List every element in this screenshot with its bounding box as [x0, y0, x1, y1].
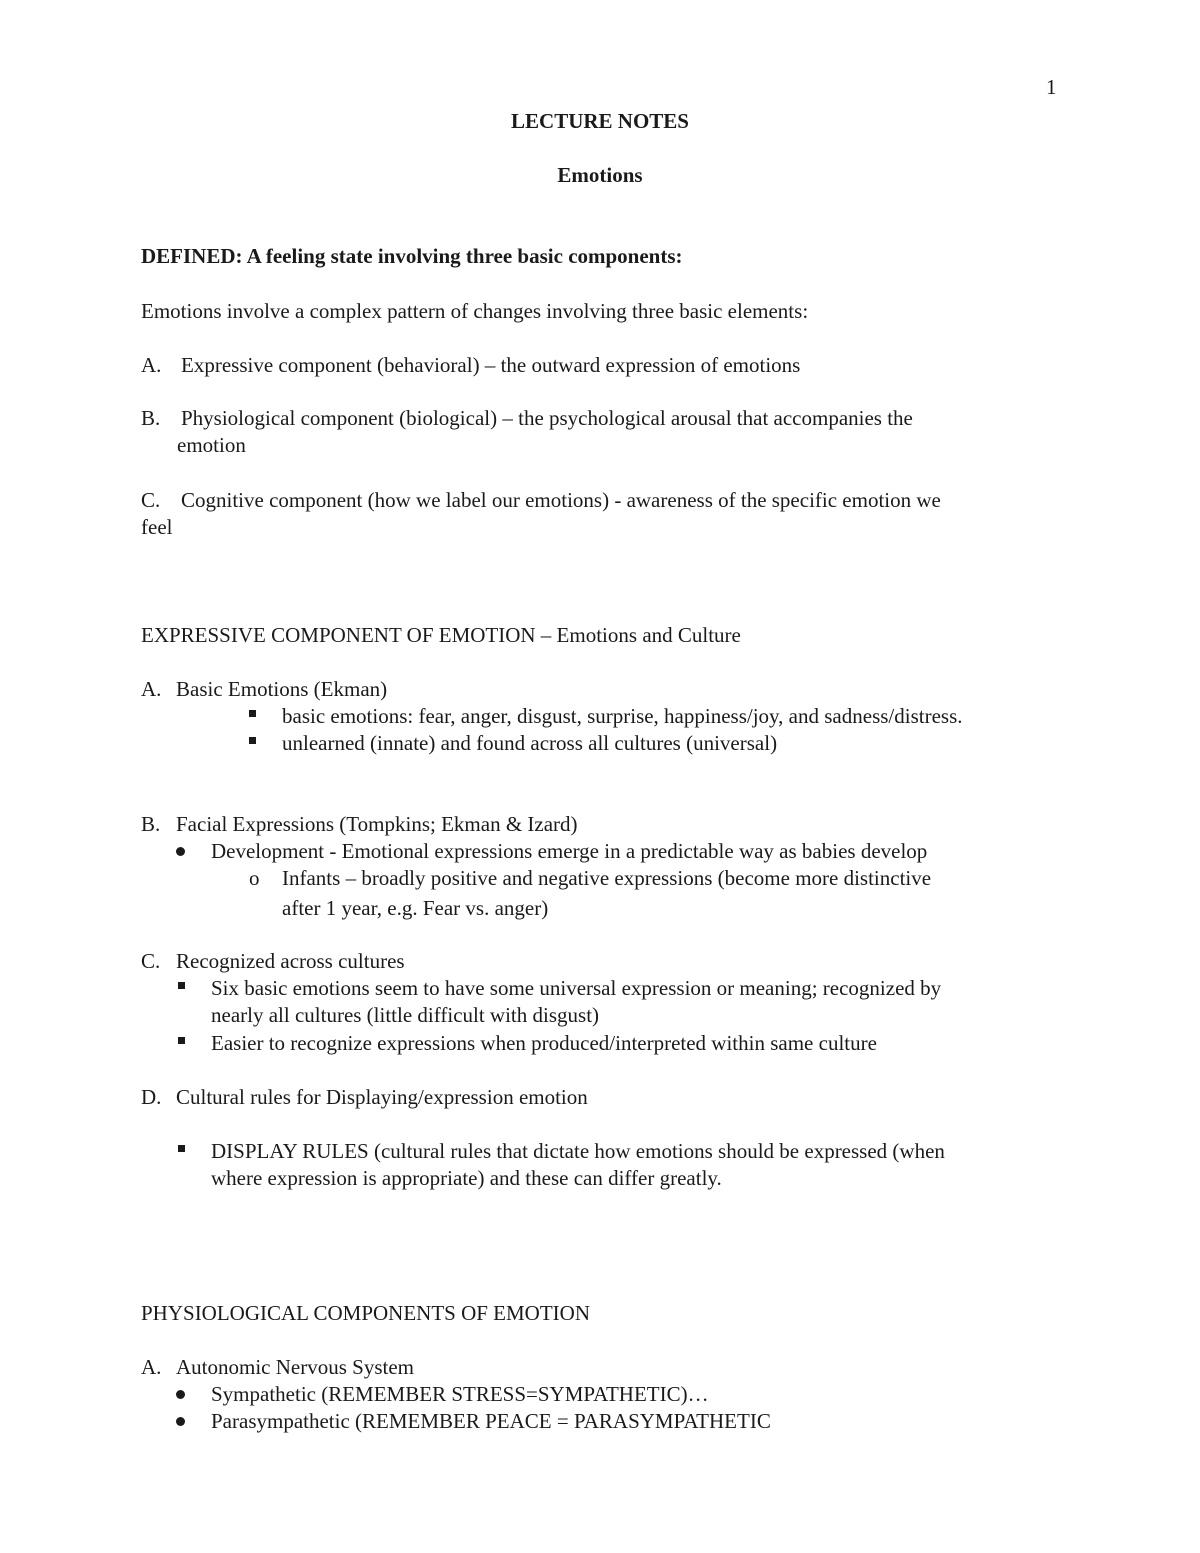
round-bullet-icon	[176, 847, 185, 856]
physiological-bullet-parasympathetic: Parasympathetic (REMEMBER PEACE = PARASYMPATHETIC	[211, 1409, 771, 1433]
square-bullet-icon	[178, 982, 185, 989]
expressive-c-bullet-1-line-1: Six basic emotions seem to have some universal expression or meaning; recognized by	[211, 976, 942, 1000]
defined-item-b-text: Physiological component (biological) – the psychological arousal that accompanies the	[181, 406, 913, 430]
hollow-bullet-marker: o	[249, 866, 260, 890]
expressive-a-bullet-1: basic emotions: fear, anger, disgust, surprise, happiness/joy, and sadness/distress.	[282, 704, 963, 728]
square-bullet-icon	[178, 1037, 185, 1044]
defined-item-c-text: Cognitive component (how we label our emotions) - awareness of the specific emotion we	[181, 488, 941, 512]
defined-item-a-text: Expressive component (behavioral) – the outward expression of emotions	[181, 353, 801, 377]
expressive-b-bullet: Development - Emotional expressions emerge in a predictable way as babies develop	[211, 839, 928, 863]
page-number: 1	[1046, 75, 1057, 99]
expressive-a-bullet-2: unlearned (innate) and found across all cultures (universal)	[282, 731, 778, 755]
expressive-c-title: Recognized across cultures	[176, 949, 405, 973]
expressive-b-title: Facial Expressions (Tompkins; Ekman & Izard)	[176, 812, 578, 836]
physiological-heading: PHYSIOLOGICAL COMPONENTS OF EMOTION	[141, 1301, 590, 1325]
expressive-c-marker: C.	[141, 949, 161, 973]
square-bullet-icon	[249, 710, 256, 717]
physiological-a-marker: A.	[141, 1355, 162, 1379]
defined-item-c-marker: C.	[141, 488, 161, 512]
expressive-d-marker: D.	[141, 1085, 162, 1109]
expressive-a-title: Basic Emotions (Ekman)	[176, 677, 388, 701]
defined-intro: Emotions involve a complex pattern of changes involving three basic elements:	[141, 299, 809, 323]
defined-item-c-text-cont: feel	[141, 515, 173, 539]
physiological-a-title: Autonomic Nervous System	[176, 1355, 414, 1379]
square-bullet-icon	[249, 737, 256, 744]
defined-item-b-text-cont: emotion	[177, 433, 246, 457]
expressive-d-title: Cultural rules for Displaying/expression emotion	[176, 1085, 588, 1109]
expressive-b-sub-line-2: after 1 year, e.g. Fear vs. anger)	[282, 896, 549, 920]
round-bullet-icon	[176, 1417, 185, 1426]
defined-heading: DEFINED: A feeling state involving three basic components:	[141, 244, 683, 268]
physiological-bullet-sympathetic: Sympathetic (REMEMBER STRESS=SYMPATHETIC)…	[211, 1382, 709, 1406]
document-subtitle: Emotions	[557, 163, 643, 187]
defined-item-a-marker: A.	[141, 353, 162, 377]
square-bullet-icon	[178, 1145, 185, 1152]
expressive-heading: EXPRESSIVE COMPONENT OF EMOTION – Emotions and Culture	[141, 623, 741, 647]
expressive-c-bullet-2: Easier to recognize expressions when produced/interpreted within same culture	[211, 1031, 877, 1055]
defined-item-b-marker: B.	[141, 406, 161, 430]
expressive-d-bullet-line-2: where expression is appropriate) and these can differ greatly.	[211, 1166, 722, 1190]
expressive-c-bullet-1-line-2: nearly all cultures (little difficult with disgust)	[211, 1003, 600, 1027]
expressive-a-marker: A.	[141, 677, 162, 701]
document-title: LECTURE NOTES	[511, 109, 689, 133]
expressive-b-sub-line-1: Infants – broadly positive and negative expressions (become more distinctive	[282, 866, 932, 890]
expressive-d-bullet-line-1: DISPLAY RULES (cultural rules that dictate how emotions should be expressed (when	[211, 1139, 945, 1163]
expressive-b-marker: B.	[141, 812, 161, 836]
round-bullet-icon	[176, 1390, 185, 1399]
